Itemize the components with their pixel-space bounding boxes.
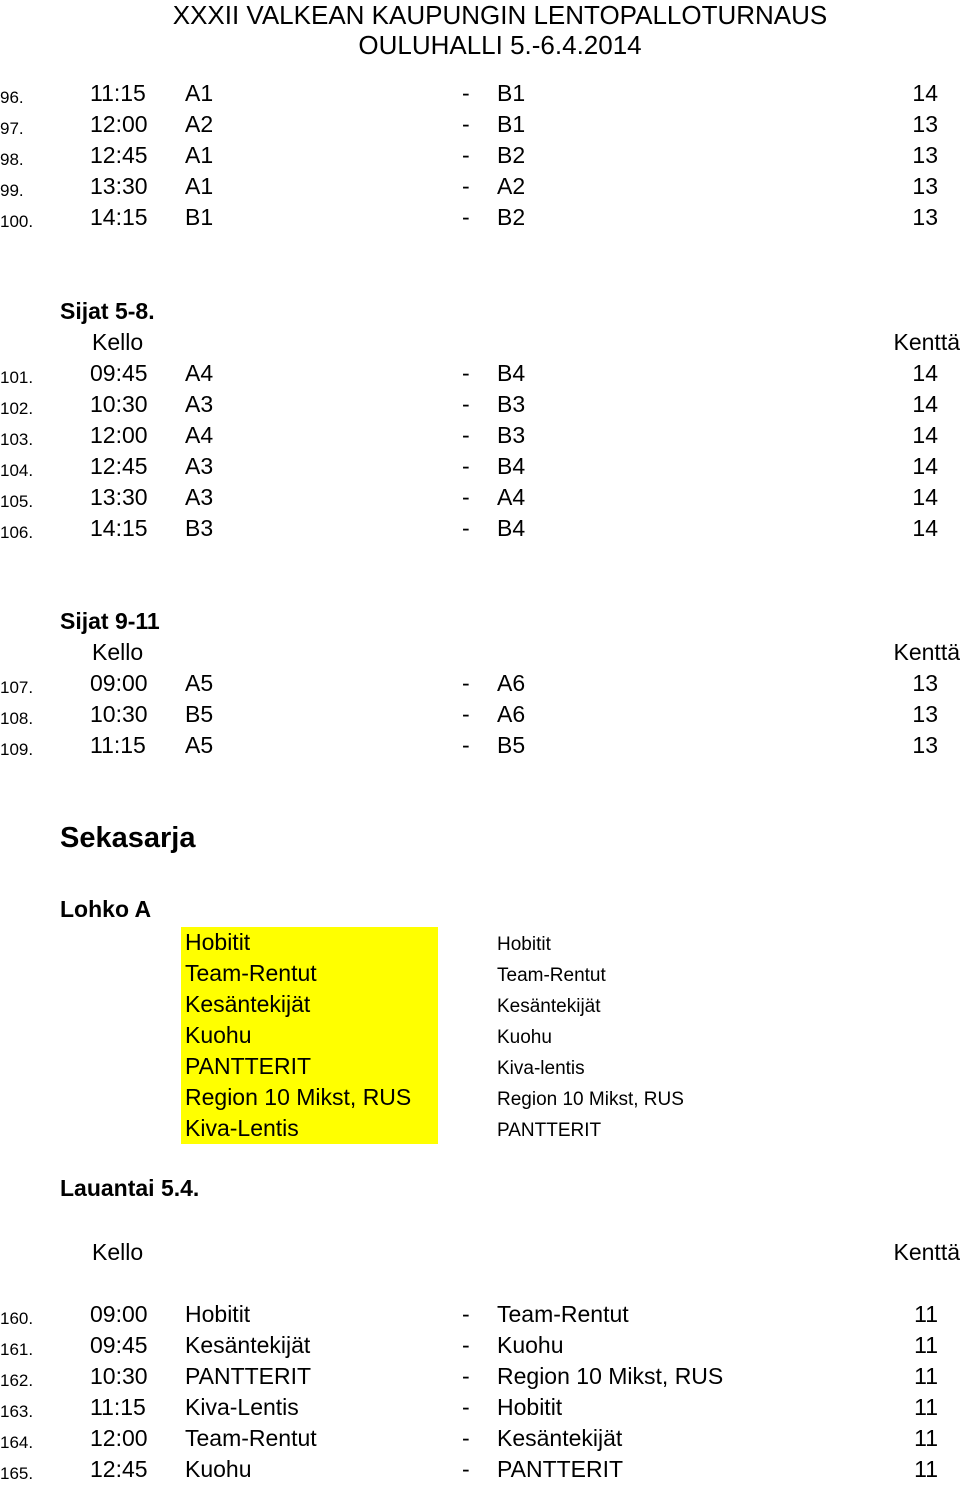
list-item: Team-Rentut: [185, 958, 411, 989]
match-time: 12:00: [90, 109, 148, 140]
home-team: A1: [185, 171, 213, 202]
match-time: 10:30: [90, 699, 148, 730]
home-team: Team-Rentut: [185, 1423, 317, 1454]
match-number: 106.: [0, 517, 33, 548]
match-number: 107.: [0, 672, 33, 703]
separator: -: [462, 1361, 470, 1392]
kello-header: Kello: [92, 1237, 143, 1268]
separator: -: [462, 699, 470, 730]
match-time: 12:45: [90, 140, 148, 171]
away-team: B4: [497, 513, 525, 544]
match-time: 09:45: [90, 358, 148, 389]
away-team: A6: [497, 668, 525, 699]
match-number: 105.: [0, 486, 33, 517]
court-number: 14: [912, 358, 938, 389]
home-team: B3: [185, 513, 213, 544]
separator: -: [462, 78, 470, 109]
home-team: A4: [185, 420, 213, 451]
match-number: 98.: [0, 144, 24, 175]
table-row: [0, 202, 960, 233]
sekasarja-matches-table: [0, 1299, 960, 1485]
section-title: Sijat 5-8.: [60, 296, 155, 327]
table-row: [0, 668, 960, 699]
away-team: B2: [497, 202, 525, 233]
match-number: 97.: [0, 113, 24, 144]
list-item: Kuohu: [497, 1022, 684, 1053]
page-subtitle: OULUHALLI 5.-6.4.2014: [20, 30, 960, 60]
court-number: 11: [914, 1454, 938, 1485]
list-item: Kesäntekijät: [185, 989, 411, 1020]
away-team: A2: [497, 171, 525, 202]
match-number: 160.: [0, 1303, 33, 1334]
list-item: Kuohu: [185, 1020, 411, 1051]
match-number: 96.: [0, 82, 24, 113]
table-row: [0, 109, 960, 140]
separator: -: [462, 202, 470, 233]
list-item: Region 10 Mikst, RUS: [185, 1082, 411, 1113]
sekasarja-schedule: [0, 1237, 960, 1299]
separator: -: [462, 1299, 470, 1330]
match-time: 12:45: [90, 451, 148, 482]
separator: -: [462, 171, 470, 202]
away-team: B3: [497, 420, 525, 451]
match-time: 12:45: [90, 1454, 148, 1485]
court-number: 13: [912, 171, 938, 202]
day-title: Lauantai 5.4.: [60, 1175, 199, 1202]
match-time: 09:00: [90, 668, 148, 699]
table-row: [0, 1392, 960, 1423]
court-number: 14: [912, 389, 938, 420]
home-team: A5: [185, 668, 213, 699]
match-number: 103.: [0, 424, 33, 455]
home-team: A3: [185, 482, 213, 513]
highlighted-team-list: [185, 927, 411, 1144]
home-team: Kesäntekijät: [185, 1330, 310, 1361]
separator: -: [462, 1454, 470, 1485]
match-number: 101.: [0, 362, 33, 393]
home-team: B5: [185, 699, 213, 730]
table-row: [0, 513, 960, 544]
list-item: Kesäntekijät: [497, 991, 684, 1022]
court-number: 13: [912, 109, 938, 140]
court-number: 13: [912, 730, 938, 761]
match-number: 165.: [0, 1458, 33, 1489]
match-number: 109.: [0, 734, 33, 765]
away-team: B4: [497, 451, 525, 482]
away-team: Hobitit: [497, 1392, 562, 1423]
kentta-header: Kenttä: [894, 327, 960, 358]
sekasarja-title: Sekasarja: [60, 822, 195, 855]
away-team: Region 10 Mikst, RUS: [497, 1361, 723, 1392]
section-title: Sijat 9-11: [60, 606, 160, 637]
separator: -: [462, 730, 470, 761]
team-list: [497, 929, 684, 1146]
table-row: [0, 482, 960, 513]
match-number: 163.: [0, 1396, 33, 1427]
kello-header: Kello: [92, 637, 143, 668]
match-number: 162.: [0, 1365, 33, 1396]
court-number: 14: [912, 451, 938, 482]
table-row: [0, 1361, 960, 1392]
away-team: B2: [497, 140, 525, 171]
match-time: 11:15: [90, 730, 146, 761]
table-row: [0, 78, 960, 109]
away-team: PANTTERIT: [497, 1454, 623, 1485]
page-title: XXXII VALKEAN KAUPUNGIN LENTOPALLOTURNAUS: [20, 0, 960, 30]
list-item: Kiva-Lentis: [185, 1113, 411, 1144]
court-number: 14: [912, 78, 938, 109]
lohko-title: Lohko A: [60, 896, 151, 923]
kentta-header: Kenttä: [894, 637, 960, 668]
home-team: A1: [185, 140, 213, 171]
court-number: 11: [914, 1423, 938, 1454]
match-time: 12:00: [90, 1423, 148, 1454]
table-row: [0, 1299, 960, 1330]
list-item: Kiva-lentis: [497, 1053, 684, 1084]
list-item: Team-Rentut: [497, 960, 684, 991]
home-team: Hobitit: [185, 1299, 250, 1330]
table-row: [0, 140, 960, 171]
separator: -: [462, 668, 470, 699]
home-team: A3: [185, 451, 213, 482]
match-time: 12:00: [90, 420, 148, 451]
match-number: 99.: [0, 175, 24, 206]
away-team: B3: [497, 389, 525, 420]
top-matches-table: [0, 78, 960, 233]
match-time: 13:30: [90, 482, 148, 513]
away-team: A6: [497, 699, 525, 730]
home-team: A3: [185, 389, 213, 420]
match-number: 104.: [0, 455, 33, 486]
separator: -: [462, 389, 470, 420]
court-number: 13: [912, 202, 938, 233]
table-row: [0, 171, 960, 202]
away-team: B4: [497, 358, 525, 389]
separator: -: [462, 1423, 470, 1454]
separator: -: [462, 451, 470, 482]
table-row: [0, 451, 960, 482]
away-team: Kuohu: [497, 1330, 564, 1361]
away-team: Team-Rentut: [497, 1299, 629, 1330]
match-time: 14:15: [90, 202, 148, 233]
home-team: A2: [185, 109, 213, 140]
sijat-5-8-section: [0, 296, 960, 544]
court-number: 13: [912, 699, 938, 730]
away-team: B5: [497, 730, 525, 761]
match-time: 13:30: [90, 171, 148, 202]
court-number: 11: [914, 1299, 938, 1330]
away-team: Kesäntekijät: [497, 1423, 622, 1454]
home-team: A5: [185, 730, 213, 761]
table-row: [0, 699, 960, 730]
table-row: [0, 1454, 960, 1485]
table-row: [0, 730, 960, 761]
court-number: 13: [912, 668, 938, 699]
match-time: 09:00: [90, 1299, 148, 1330]
court-number: 11: [914, 1361, 938, 1392]
home-team: PANTTERIT: [185, 1361, 311, 1392]
separator: -: [462, 1392, 470, 1423]
separator: -: [462, 140, 470, 171]
match-time: 09:45: [90, 1330, 148, 1361]
separator: -: [462, 358, 470, 389]
court-number: 14: [912, 420, 938, 451]
separator: -: [462, 482, 470, 513]
table-row: [0, 1423, 960, 1454]
match-time: 11:15: [90, 1392, 146, 1423]
match-number: 164.: [0, 1427, 33, 1458]
table-row: [0, 358, 960, 389]
home-team: A1: [185, 78, 213, 109]
away-team: A4: [497, 482, 525, 513]
match-number: 161.: [0, 1334, 33, 1365]
list-item: Hobitit: [185, 927, 411, 958]
court-number: 14: [912, 513, 938, 544]
match-time: 10:30: [90, 389, 148, 420]
table-row: [0, 389, 960, 420]
separator: -: [462, 109, 470, 140]
court-number: 13: [912, 140, 938, 171]
sijat-9-11-section: [0, 606, 960, 761]
separator: -: [462, 513, 470, 544]
list-item: Region 10 Mikst, RUS: [497, 1084, 684, 1115]
separator: -: [462, 1330, 470, 1361]
match-time: 10:30: [90, 1361, 148, 1392]
home-team: Kiva-Lentis: [185, 1392, 299, 1423]
list-item: PANTTERIT: [185, 1051, 411, 1082]
match-time: 14:15: [90, 513, 148, 544]
list-item: PANTTERIT: [497, 1115, 684, 1146]
match-number: 108.: [0, 703, 33, 734]
court-number: 11: [914, 1330, 938, 1361]
separator: -: [462, 420, 470, 451]
home-team: Kuohu: [185, 1454, 252, 1485]
court-number: 14: [912, 482, 938, 513]
table-row: [0, 1330, 960, 1361]
home-team: B1: [185, 202, 213, 233]
kello-header: Kello: [92, 327, 143, 358]
home-team: A4: [185, 358, 213, 389]
away-team: B1: [497, 109, 525, 140]
court-number: 11: [914, 1392, 938, 1423]
kentta-header: Kenttä: [894, 1237, 960, 1268]
table-row: [0, 420, 960, 451]
list-item: Hobitit: [497, 929, 684, 960]
match-number: 102.: [0, 393, 33, 424]
away-team: B1: [497, 78, 525, 109]
match-time: 11:15: [90, 78, 146, 109]
match-number: 100.: [0, 206, 33, 237]
